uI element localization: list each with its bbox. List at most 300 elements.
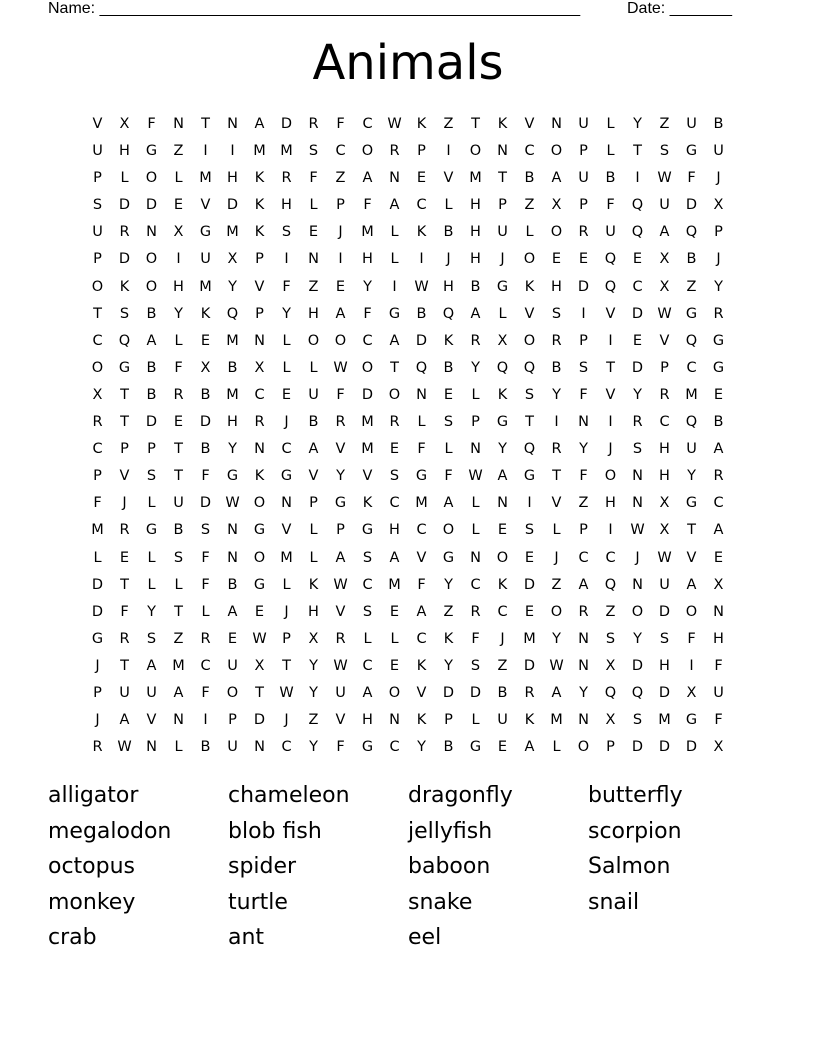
grid-letter: V xyxy=(686,549,697,566)
grid-letter: S xyxy=(551,305,562,322)
grid-letter: E xyxy=(389,441,400,458)
grid-letter: S xyxy=(524,522,535,539)
grid-letter: A xyxy=(389,549,400,566)
grid-letter: V xyxy=(659,332,670,349)
grid-letter: C xyxy=(200,657,211,674)
grid-letter: V xyxy=(308,468,319,485)
grid-letter: P xyxy=(93,468,102,485)
grid-letter: B xyxy=(524,170,535,187)
grid-letter: K xyxy=(443,630,454,647)
grid-letter: P xyxy=(660,359,669,376)
grid-letter: R xyxy=(92,739,103,756)
grid-letter: Q xyxy=(118,332,131,349)
word-list-item: spider xyxy=(228,854,297,879)
grid-letter: E xyxy=(173,197,184,214)
grid-letter: R xyxy=(632,414,643,431)
grid-letter: N xyxy=(146,739,157,756)
grid-letter: I xyxy=(689,657,694,674)
grid-letter: P xyxy=(579,143,588,160)
grid-letter: R xyxy=(92,414,103,431)
grid-letter: Q xyxy=(226,305,239,322)
grid-letter: C xyxy=(335,143,346,160)
grid-letter: I xyxy=(446,143,451,160)
grid-letter: K xyxy=(497,576,508,593)
grid-letter: P xyxy=(336,197,345,214)
grid-letter: Z xyxy=(605,603,616,620)
grid-letter: C xyxy=(416,197,427,214)
grid-letter: B xyxy=(551,359,562,376)
grid-letter: S xyxy=(578,359,589,376)
grid-letter: R xyxy=(389,143,400,160)
grid-letter: B xyxy=(443,224,454,241)
grid-letter: S xyxy=(632,712,643,729)
grid-letter: K xyxy=(119,278,130,295)
grid-letter: D xyxy=(199,495,212,512)
grid-letter: O xyxy=(496,549,509,566)
grid-letter: L xyxy=(174,739,183,756)
word-list-item: snail xyxy=(588,889,640,915)
grid-letter: B xyxy=(227,576,238,593)
grid-letter: J xyxy=(608,441,613,458)
grid-letter: V xyxy=(200,197,211,214)
grid-letter: Q xyxy=(631,224,644,241)
grid-letter: E xyxy=(416,170,427,187)
grid-letter: O xyxy=(307,332,320,349)
word-list-item: turtle xyxy=(228,889,288,915)
grid-letter: T xyxy=(390,359,399,376)
grid-letter: G xyxy=(253,522,266,539)
grid-letter: N xyxy=(497,495,508,512)
grid-letter: N xyxy=(632,468,643,485)
grid-letter: N xyxy=(551,116,562,132)
grid-letter: N xyxy=(578,630,589,647)
grid-letter: L xyxy=(120,170,129,187)
grid-letter: Z xyxy=(173,143,184,160)
grid-letter: U xyxy=(173,495,184,512)
grid-letter: P xyxy=(228,712,237,729)
grid-letter: T xyxy=(633,143,642,160)
grid-letter: V xyxy=(281,522,292,539)
grid-letter: Q xyxy=(631,197,644,214)
grid-letter: Y xyxy=(147,603,156,620)
grid-letter: V xyxy=(605,386,616,403)
grid-letter: I xyxy=(284,251,289,268)
grid-letter: R xyxy=(281,170,292,187)
grid-letter: L xyxy=(471,386,480,403)
grid-letter: W xyxy=(414,278,429,295)
grid-letter: I xyxy=(608,522,613,539)
grid-letter: L xyxy=(174,576,183,593)
grid-letter: E xyxy=(713,549,724,566)
grid-letter: Z xyxy=(443,603,454,620)
grid-letter: X xyxy=(308,630,319,647)
grid-letter: F xyxy=(471,630,480,647)
grid-letter: V xyxy=(605,305,616,322)
grid-letter: P xyxy=(471,414,480,431)
grid-letter: R xyxy=(713,468,724,485)
grid-letter: W xyxy=(657,170,672,187)
grid-letter: N xyxy=(173,712,184,729)
grid-letter: Q xyxy=(604,251,617,268)
grid-letter: A xyxy=(362,170,373,187)
grid-letter: V xyxy=(254,278,265,295)
grid-letter: R xyxy=(713,305,724,322)
grid-letter: D xyxy=(631,657,644,674)
grid-letter: O xyxy=(550,224,563,241)
grid-letter: R xyxy=(578,224,589,241)
grid-letter: D xyxy=(145,197,158,214)
grid-letter: A xyxy=(335,305,346,322)
grid-letter: I xyxy=(203,143,208,160)
grid-letter: R xyxy=(659,386,670,403)
grid-letter: L xyxy=(174,170,183,187)
grid-letter: P xyxy=(93,170,102,187)
grid-letter: X xyxy=(497,332,508,349)
grid-letter: E xyxy=(524,603,535,620)
grid-letter: S xyxy=(92,197,103,214)
grid-letter: T xyxy=(201,116,210,132)
grid-letter: J xyxy=(500,630,505,647)
grid-letter: M xyxy=(388,576,401,593)
grid-letter: R xyxy=(119,630,130,647)
grid-letter: H xyxy=(308,603,319,620)
grid-letter: S xyxy=(146,468,157,485)
grid-letter: L xyxy=(552,739,561,756)
grid-letter: G xyxy=(469,739,482,756)
grid-letter: O xyxy=(577,739,590,756)
grid-letter: X xyxy=(659,251,670,268)
grid-letter: M xyxy=(361,414,374,431)
grid-letter: J xyxy=(122,495,127,512)
grid-letter: U xyxy=(686,116,697,132)
grid-letter: T xyxy=(174,441,183,458)
grid-letter: W xyxy=(549,657,564,674)
grid-letter: D xyxy=(631,739,644,756)
grid-letter: W xyxy=(333,359,348,376)
grid-letter: M xyxy=(685,386,698,403)
grid-letter: W xyxy=(333,657,348,674)
grid-letter: J xyxy=(95,712,100,729)
grid-letter: F xyxy=(579,468,588,485)
grid-letter: A xyxy=(227,603,238,620)
grid-letter: U xyxy=(659,576,670,593)
grid-letter: F xyxy=(417,441,426,458)
grid-letter: B xyxy=(416,305,427,322)
grid-letter: W xyxy=(468,468,483,485)
grid-letter: K xyxy=(524,712,535,729)
grid-letter: H xyxy=(659,441,670,458)
grid-letter: A xyxy=(497,468,508,485)
grid-letter: Q xyxy=(685,224,698,241)
grid-letter: J xyxy=(554,549,559,566)
grid-letter: A xyxy=(119,712,130,729)
grid-letter: N xyxy=(416,386,427,403)
grid-letter: G xyxy=(685,712,698,729)
grid-letter: A xyxy=(659,224,670,241)
grid-letter: G xyxy=(685,305,698,322)
grid-letter: X xyxy=(659,278,670,295)
grid-letter: C xyxy=(281,739,292,756)
grid-letter: B xyxy=(443,359,454,376)
grid-letter: O xyxy=(388,684,401,701)
grid-letter: M xyxy=(91,522,104,539)
grid-letter: F xyxy=(687,630,696,647)
grid-letter: P xyxy=(309,495,318,512)
grid-letter: U xyxy=(308,386,319,403)
grid-letter: Q xyxy=(631,684,644,701)
grid-letter: Y xyxy=(714,278,723,295)
grid-letter: L xyxy=(552,522,561,539)
grid-letter: M xyxy=(280,549,293,566)
grid-letter: F xyxy=(363,197,372,214)
grid-letter: V xyxy=(551,495,562,512)
grid-letter: H xyxy=(470,197,481,214)
grid-letter: L xyxy=(471,495,480,512)
grid-letter: U xyxy=(605,224,616,241)
grid-letter: I xyxy=(392,278,397,295)
grid-letter: M xyxy=(658,712,671,729)
grid-letter: V xyxy=(335,441,346,458)
grid-letter: L xyxy=(309,522,318,539)
grid-letter: U xyxy=(713,143,724,160)
grid-letter: V xyxy=(362,468,373,485)
grid-letter: F xyxy=(714,657,723,674)
grid-letter: T xyxy=(120,576,129,593)
grid-letter: H xyxy=(308,305,319,322)
grid-letter: D xyxy=(577,278,590,295)
grid-letter: A xyxy=(686,576,697,593)
grid-letter: D xyxy=(631,305,644,322)
grid-letter: Y xyxy=(552,386,561,403)
grid-letter: L xyxy=(390,630,399,647)
grid-letter: Y xyxy=(579,441,588,458)
grid-letter: X xyxy=(173,224,184,241)
grid-letter: Z xyxy=(335,170,346,187)
grid-letter: M xyxy=(415,495,428,512)
word-list-item: dragonfly xyxy=(408,783,513,808)
grid-letter: P xyxy=(579,197,588,214)
word-list-item: alligator xyxy=(48,783,139,808)
grid-letter: Z xyxy=(659,116,670,132)
grid-letter: S xyxy=(389,468,400,485)
grid-letter: P xyxy=(255,305,264,322)
grid-letter: L xyxy=(147,549,156,566)
grid-letter: M xyxy=(469,170,482,187)
grid-letter: N xyxy=(632,576,643,593)
grid-letter: F xyxy=(606,197,615,214)
grid-letter: E xyxy=(497,522,508,539)
grid-letter: B xyxy=(605,170,616,187)
grid-letter: U xyxy=(335,684,346,701)
grid-letter: Y xyxy=(228,278,237,295)
grid-letter: W xyxy=(387,116,402,132)
grid-letter: I xyxy=(527,495,532,512)
grid-letter: G xyxy=(388,305,401,322)
grid-letter: O xyxy=(388,386,401,403)
grid-letter: S xyxy=(362,549,373,566)
grid-letter: U xyxy=(227,739,238,756)
grid-letter: L xyxy=(147,576,156,593)
grid-letter: P xyxy=(417,143,426,160)
grid-letter: C xyxy=(632,278,643,295)
grid-letter: N xyxy=(497,143,508,160)
word-list-item: scorpion xyxy=(588,818,682,844)
grid-letter: Y xyxy=(174,305,183,322)
page-title: Animals xyxy=(312,35,504,91)
grid-letter: Q xyxy=(604,278,617,295)
grid-letter: D xyxy=(118,251,131,268)
word-search-grid xyxy=(84,111,732,761)
grid-letter: H xyxy=(362,712,373,729)
grid-letter: J xyxy=(284,712,289,729)
grid-letter: H xyxy=(281,197,292,214)
grid-letter: H xyxy=(227,414,238,431)
grid-letter: U xyxy=(200,251,211,268)
grid-letter: X xyxy=(227,251,238,268)
grid-letter: N xyxy=(713,603,724,620)
grid-letter: O xyxy=(550,143,563,160)
grid-letter: H xyxy=(470,251,481,268)
grid-letter: O xyxy=(334,332,347,349)
grid-letter: Y xyxy=(309,739,318,756)
grid-letter: R xyxy=(335,414,346,431)
grid-letter: C xyxy=(659,414,670,431)
grid-letter: O xyxy=(145,278,158,295)
grid-letter: E xyxy=(551,251,562,268)
grid-letter: L xyxy=(147,495,156,512)
grid-letter: A xyxy=(308,441,319,458)
grid-letter: W xyxy=(657,549,672,566)
grid-letter: C xyxy=(497,603,508,620)
grid-letter: R xyxy=(551,332,562,349)
grid-letter: E xyxy=(578,251,589,268)
grid-letter: G xyxy=(496,414,509,431)
date-field-label[interactable]: Date: _______ xyxy=(627,0,732,17)
grid-letter: M xyxy=(226,224,239,241)
grid-letter: H xyxy=(119,143,130,160)
grid-letter: F xyxy=(336,386,345,403)
grid-letter: Y xyxy=(579,684,588,701)
grid-letter: A xyxy=(362,684,373,701)
grid-letter: A xyxy=(146,657,157,674)
grid-letter: F xyxy=(147,116,156,132)
grid-letter: L xyxy=(417,414,426,431)
grid-letter: C xyxy=(362,116,373,132)
grid-letter: C xyxy=(578,549,589,566)
grid-letter: D xyxy=(199,414,212,431)
grid-letter: H xyxy=(551,278,562,295)
grid-letter: Z xyxy=(173,630,184,647)
grid-letter: F xyxy=(336,116,345,132)
grid-letter: Y xyxy=(336,468,345,485)
grid-letter: L xyxy=(282,332,291,349)
grid-letter: U xyxy=(119,684,130,701)
grid-letter: K xyxy=(416,657,427,674)
grid-letter: Q xyxy=(442,305,455,322)
grid-letter: Z xyxy=(308,712,319,729)
grid-letter: J xyxy=(716,170,721,187)
grid-letter: L xyxy=(282,359,291,376)
grid-letter: Y xyxy=(552,630,561,647)
grid-letter: L xyxy=(471,712,480,729)
grid-letter: H xyxy=(443,278,454,295)
grid-letter: Q xyxy=(523,359,536,376)
word-list xyxy=(48,778,768,956)
grid-letter: B xyxy=(146,305,157,322)
grid-letter: X xyxy=(92,386,103,403)
grid-letter: P xyxy=(498,197,507,214)
grid-letter: O xyxy=(91,359,104,376)
name-field-label[interactable]: Name: ______________________________________________________ xyxy=(48,0,581,17)
grid-letter: U xyxy=(146,684,157,701)
grid-letter: M xyxy=(226,332,239,349)
grid-letter: R xyxy=(119,522,130,539)
grid-letter: U xyxy=(227,657,238,674)
grid-letter: L xyxy=(525,224,534,241)
grid-letter: I xyxy=(608,332,613,349)
grid-letter: A xyxy=(335,549,346,566)
word-list-item: ant xyxy=(228,925,265,950)
grid-letter: R xyxy=(335,630,346,647)
grid-letter: R xyxy=(173,386,184,403)
grid-letter: P xyxy=(714,224,723,241)
grid-letter: M xyxy=(280,143,293,160)
grid-letter: A xyxy=(551,684,562,701)
grid-letter: B xyxy=(686,251,697,268)
word-list-item: crab xyxy=(48,925,97,950)
grid-letter: X xyxy=(713,576,724,593)
grid-letter: T xyxy=(255,684,264,701)
grid-letter: R xyxy=(470,603,481,620)
grid-letter: G xyxy=(685,495,698,512)
grid-letter: V xyxy=(119,468,130,485)
grid-letter: T xyxy=(120,386,129,403)
grid-letter: F xyxy=(714,712,723,729)
grid-letter: P xyxy=(579,332,588,349)
grid-letter: B xyxy=(443,739,454,756)
grid-letter: B xyxy=(200,386,211,403)
grid-letter: Y xyxy=(363,278,372,295)
grid-letter: Y xyxy=(444,576,453,593)
grid-letter: O xyxy=(91,278,104,295)
grid-letter: N xyxy=(227,116,238,132)
grid-letter: N xyxy=(578,657,589,674)
grid-letter: D xyxy=(658,684,671,701)
grid-letter: E xyxy=(389,657,400,674)
grid-letter: X xyxy=(713,739,724,756)
grid-letter: Q xyxy=(523,441,536,458)
grid-letter: D xyxy=(631,359,644,376)
grid-letter: L xyxy=(363,630,372,647)
grid-letter: E xyxy=(281,386,292,403)
grid-letter: F xyxy=(120,603,129,620)
grid-letter: R xyxy=(524,684,535,701)
grid-letter: T xyxy=(174,468,183,485)
grid-letter: C xyxy=(281,441,292,458)
grid-letter: H xyxy=(362,251,373,268)
grid-letter: E xyxy=(227,630,238,647)
grid-letter: S xyxy=(659,630,670,647)
grid-letter: K xyxy=(497,386,508,403)
word-list-item: blob fish xyxy=(228,818,322,844)
grid-letter: P xyxy=(606,739,615,756)
grid-letter: N xyxy=(146,224,157,241)
grid-letter: Y xyxy=(687,468,696,485)
grid-letter: B xyxy=(308,414,319,431)
grid-letter: D xyxy=(361,386,374,403)
grid-letter: Q xyxy=(604,684,617,701)
grid-letter: N xyxy=(227,522,238,539)
